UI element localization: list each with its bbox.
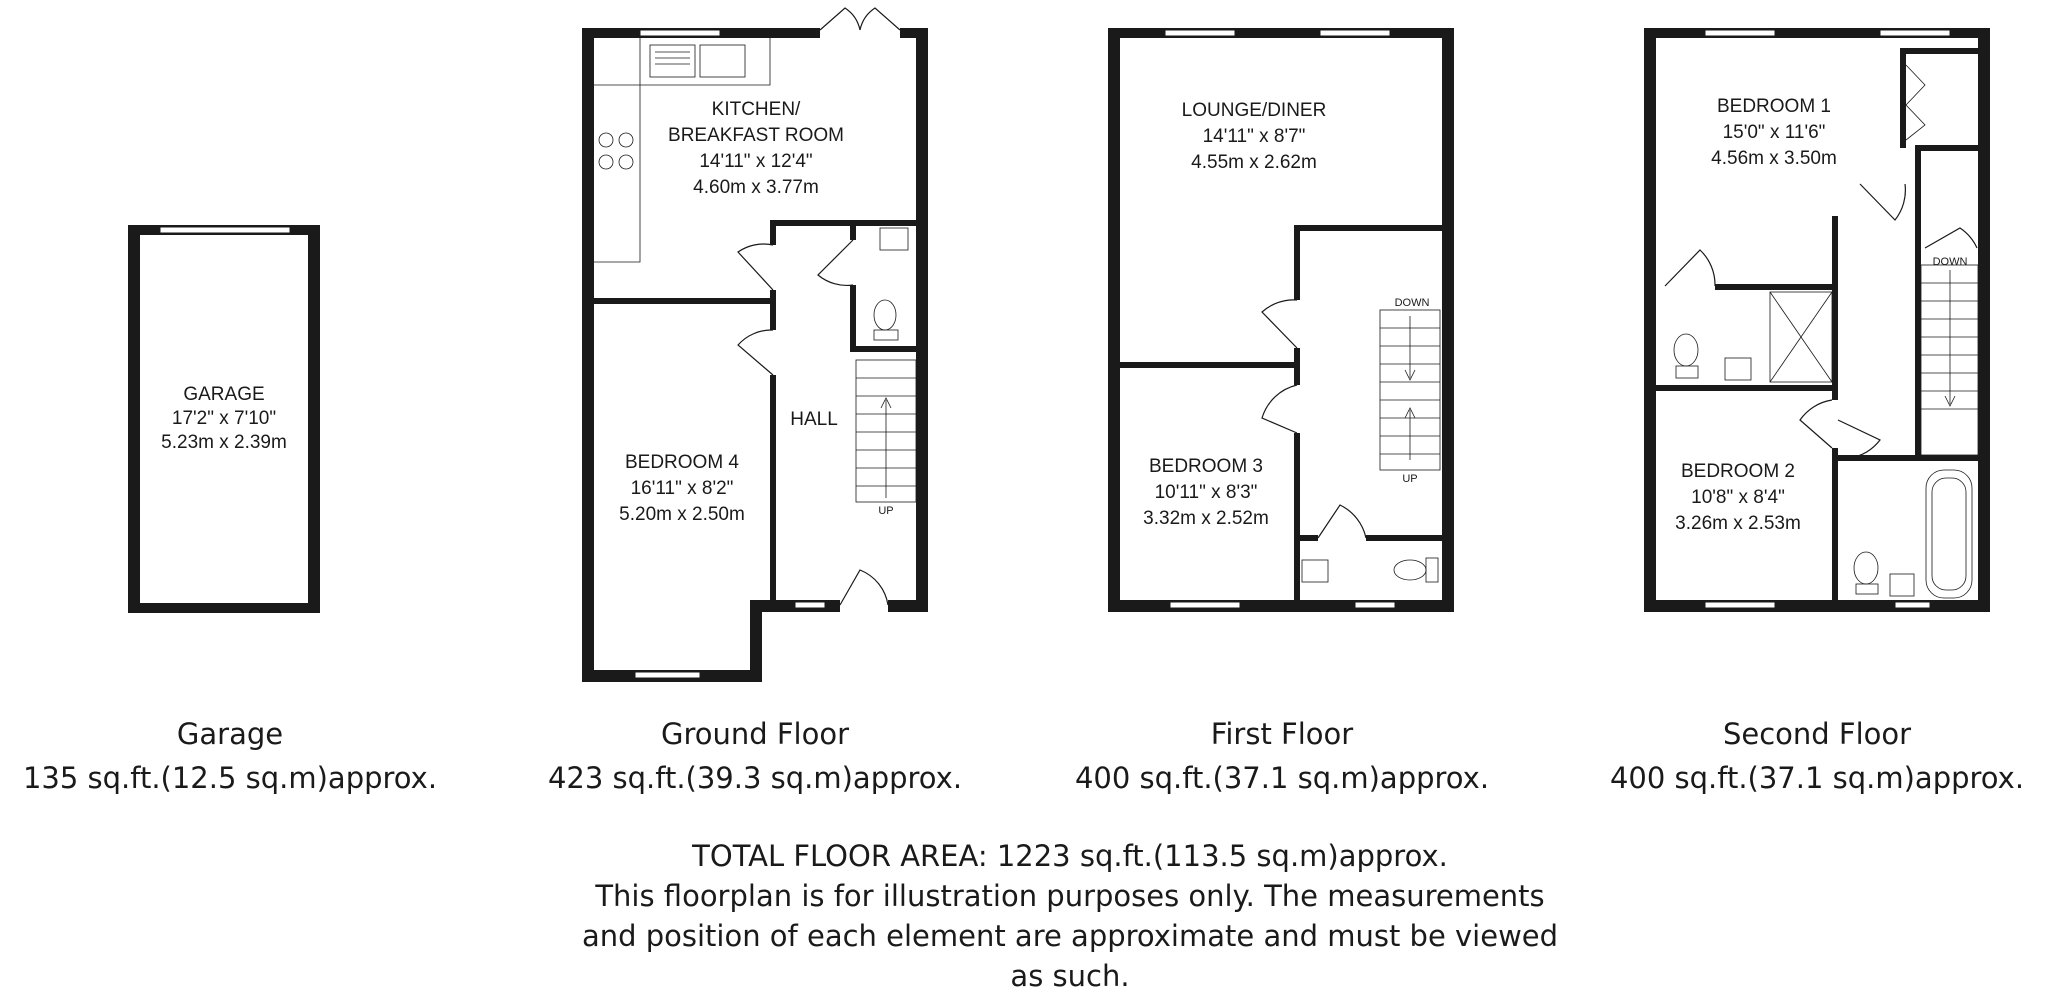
kitchen-room-name: KITCHEN/: [711, 99, 801, 120]
kitchen-room-imperial: 14'11" x 12'4": [699, 151, 813, 172]
garage-caption: [0, 712, 460, 800]
first-floor-caption: [1052, 712, 1512, 800]
hall-room-name: HALL: [790, 409, 838, 430]
ground-stair-label: UP: [878, 505, 894, 517]
floor-area: 423 sq.ft.(39.3 sq.m)approx.: [547, 761, 963, 795]
lounge-room-name: LOUNGE/DINER: [1181, 100, 1327, 121]
footer: [520, 836, 1620, 996]
garage-room-name: GARAGE: [183, 384, 265, 405]
first-stair-label-down: DOWN: [1394, 297, 1430, 309]
first-lounge-window-2: [1320, 30, 1390, 36]
bedroom4-room-metric: 5.20m x 2.50m: [619, 504, 745, 525]
ground-floor-plan: [582, 8, 928, 682]
second-bedroom1-window-2: [1880, 30, 1950, 36]
first-lounge-window-1: [1165, 30, 1235, 36]
kitchen-room-metric: 4.60m x 3.77m: [693, 177, 819, 198]
total-floor-area: TOTAL FLOOR AREA: 1223 sq.ft.(113.5 sq.m)approx.: [692, 839, 1448, 873]
floor-area: 400 sq.ft.(37.1 sq.m)approx.: [1074, 761, 1490, 795]
second-bath-window: [1895, 602, 1930, 608]
floor-title: Garage: [176, 717, 284, 751]
second-bedroom2-window: [1705, 602, 1775, 608]
floor-area: 400 sq.ft.(37.1 sq.m)approx.: [1609, 761, 2025, 795]
kitchen-room-name-2: BREAKFAST ROOM: [668, 125, 844, 146]
lounge-room-imperial: 14'11" x 8'7": [1202, 126, 1306, 147]
first-bath-window: [1355, 602, 1395, 608]
first-floor-plan: [1108, 28, 1454, 612]
garage-room-imperial: 17'2" x 7'10": [171, 408, 277, 429]
bedroom1-room-name: BEDROOM 1: [1716, 96, 1832, 117]
floor-title: Second Floor: [1722, 717, 1912, 751]
bedroom2-room-metric: 3.26m x 2.53m: [1675, 513, 1801, 534]
ground-kitchen-window: [640, 30, 720, 36]
ground-floor-caption: [525, 712, 985, 800]
bedroom4-room-imperial: 16'11" x 8'2": [630, 478, 734, 499]
floor-area: 135 sq.ft.(12.5 sq.m)approx.: [22, 761, 438, 795]
bedroom2-room-imperial: 10'8" x 8'4": [1691, 487, 1785, 508]
ground-bedroom-window: [635, 672, 700, 678]
bedroom4-room-name: BEDROOM 4: [624, 452, 740, 473]
second-stair-label: DOWN: [1932, 256, 1968, 268]
bedroom3-room-name: BEDROOM 3: [1148, 456, 1264, 477]
bedroom2-room-name: BEDROOM 2: [1680, 461, 1796, 482]
bedroom1-room-imperial: 15'0" x 11'6": [1722, 122, 1826, 143]
bedroom1-room-metric: 4.56m x 3.50m: [1711, 148, 1837, 169]
first-bedroom3-window: [1170, 602, 1240, 608]
second-floor-plan: [1644, 28, 1990, 612]
ground-hall-window: [795, 602, 825, 608]
floor-title: First Floor: [1210, 717, 1354, 751]
floor-title: Ground Floor: [660, 717, 850, 751]
disclaimer-line-2: and position of each element are approximate and must be viewed: [581, 919, 1559, 953]
second-floor-caption: [1587, 712, 2047, 800]
second-bedroom1-window-1: [1705, 30, 1775, 36]
disclaimer-line-1: This floorplan is for illustration purposes only. The measurements: [595, 879, 1545, 913]
lounge-room-metric: 4.55m x 2.62m: [1191, 152, 1317, 173]
bedroom3-room-metric: 3.32m x 2.52m: [1143, 508, 1269, 529]
garage-door: [160, 227, 290, 233]
disclaimer-line-3: as such.: [1010, 959, 1130, 993]
bedroom3-room-imperial: 10'11" x 8'3": [1154, 482, 1258, 503]
garage-room-metric: 5.23m x 2.39m: [161, 432, 287, 453]
first-stair-label-up: UP: [1402, 473, 1418, 485]
garage-plan: [128, 225, 320, 613]
